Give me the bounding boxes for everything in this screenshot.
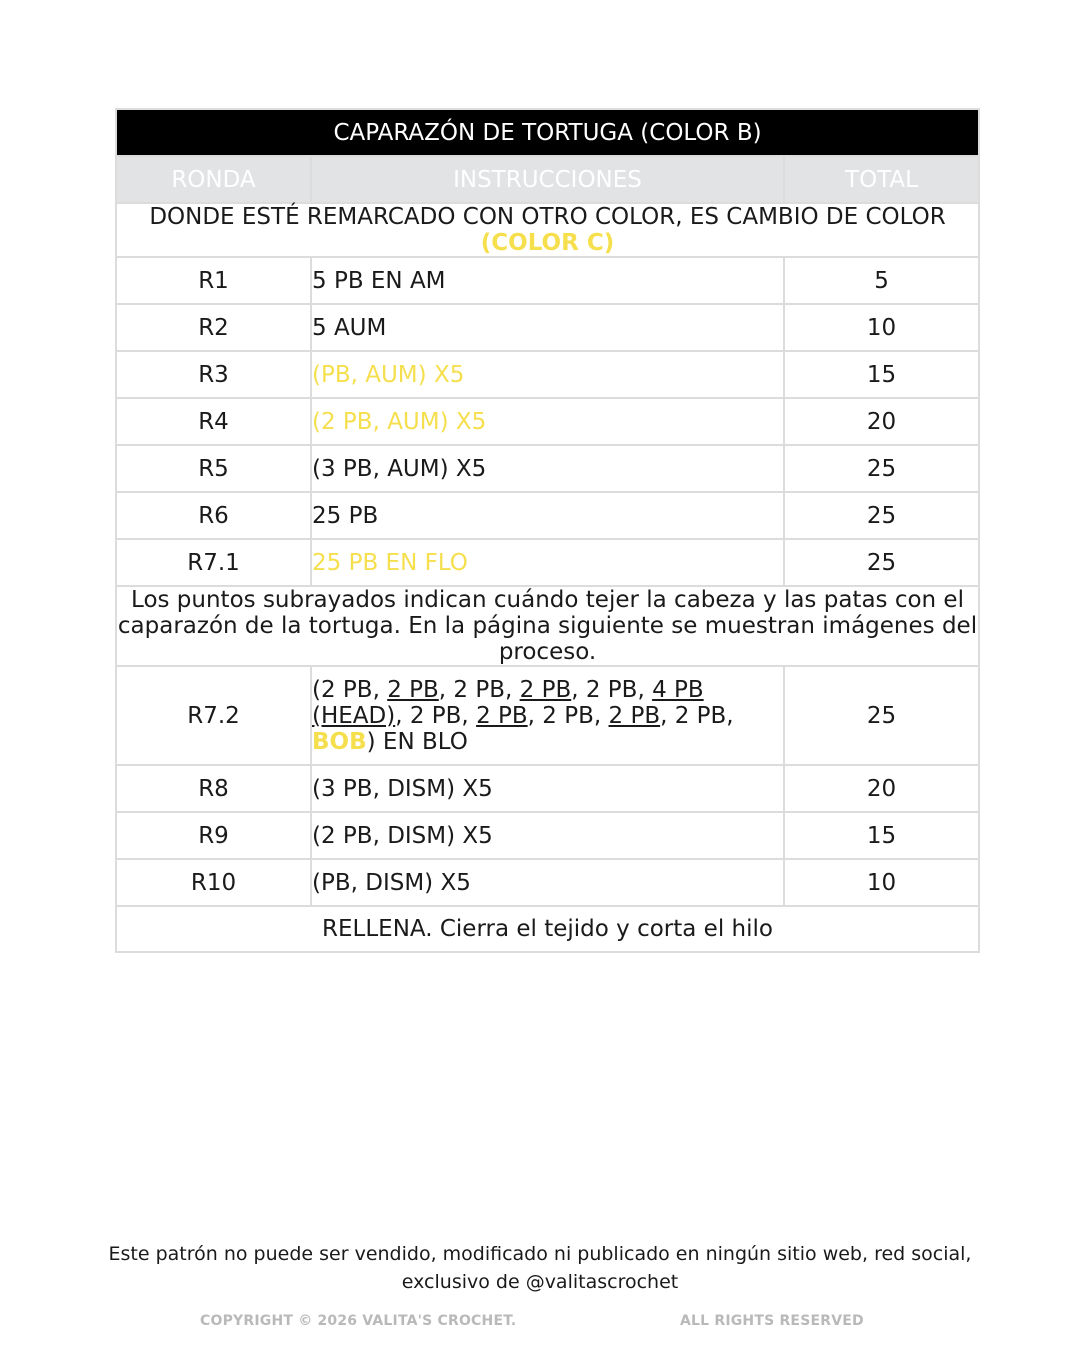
underlined-stitches: 2 PB <box>476 702 528 729</box>
instruction-cell: (2 PB, DISM) X5 <box>311 812 784 859</box>
underlined-stitches: 2 PB <box>608 702 661 729</box>
instr-part: , 2 PB, <box>660 702 734 729</box>
total-cell: 5 <box>784 257 979 304</box>
instruction-cell: 5 PB EN AM <box>311 257 784 304</box>
round-cell: R7.1 <box>116 539 311 586</box>
table-title: CAPARAZÓN DE TORTUGA (COLOR B) <box>116 109 979 156</box>
round-cell: R3 <box>116 351 311 398</box>
round-cell: R4 <box>116 398 311 445</box>
table-row <box>116 304 979 351</box>
table-row <box>116 859 979 906</box>
round-cell: R2 <box>116 304 311 351</box>
round-cell: R7.2 <box>116 666 311 765</box>
table-row <box>116 257 979 304</box>
underlined-stitches: 2 PB <box>387 676 439 703</box>
table-row <box>116 812 979 859</box>
round-cell: R5 <box>116 445 311 492</box>
copyright-text: COPYRIGHT © 2026 VALITA'S CROCHET. <box>200 1313 517 1329</box>
instruction-cell-highlighted: (2 PB, AUM) X5 <box>311 398 784 445</box>
column-header-total: TOTAL <box>784 156 979 203</box>
total-cell: 25 <box>784 666 979 765</box>
color-change-note <box>116 203 979 257</box>
disclaimer-line-1: Este patrón no puede ser vendido, modificado ni publicado en ningún sitio web, red social, <box>108 1243 972 1265</box>
rights-reserved-text: ALL RIGHTS RESERVED <box>680 1313 864 1329</box>
table-row <box>116 666 979 765</box>
instruction-cell-highlighted: (PB, AUM) X5 <box>311 351 784 398</box>
round-cell: R6 <box>116 492 311 539</box>
total-cell: 20 <box>784 765 979 812</box>
total-cell: 10 <box>784 304 979 351</box>
underline-explanation-note: Los puntos subrayados indican cuándo tejer la cabeza y las patas con el caparazón de la tortuga. En la página siguiente se muestran imágenes del proceso. <box>117 587 978 665</box>
column-header-instructions: INSTRUCCIONES <box>311 156 784 203</box>
round-cell: R1 <box>116 257 311 304</box>
total-cell: 15 <box>784 812 979 859</box>
round-cell: R10 <box>116 859 311 906</box>
finishing-note: RELLENA. Cierra el tejido y corta el hilo <box>116 906 979 952</box>
instruction-cell-highlighted: 25 PB EN FLO <box>311 539 784 586</box>
table-row <box>116 351 979 398</box>
instruction-cell <box>311 666 784 765</box>
pattern-table <box>115 108 980 953</box>
round-cell: R8 <box>116 765 311 812</box>
table-row <box>116 492 979 539</box>
table-row <box>116 765 979 812</box>
instr-part: , 2 PB, <box>527 702 609 729</box>
instr-part: , 2 PB, <box>438 676 520 703</box>
table-row <box>116 398 979 445</box>
underlined-stitches: 2 PB <box>519 676 572 703</box>
total-cell: 10 <box>784 859 979 906</box>
instr-part: (2 PB, <box>312 676 388 703</box>
highlighted-stitch: BOB <box>312 728 367 755</box>
round-cell: R9 <box>116 812 311 859</box>
instruction-cell: (PB, DISM) X5 <box>311 859 784 906</box>
disclaimer-line-2: exclusivo de @valitascrochet <box>401 1271 679 1293</box>
column-header-round: RONDA <box>116 156 311 203</box>
instr-part: ) EN BLO <box>366 728 468 755</box>
total-cell: 25 <box>784 492 979 539</box>
note-highlight: (COLOR C) <box>480 230 615 256</box>
disclaimer <box>100 1240 980 1296</box>
total-cell: 25 <box>784 539 979 586</box>
total-cell: 20 <box>784 398 979 445</box>
underlined-stitches: 4 PB (HEAD) <box>312 676 704 729</box>
table-row <box>116 445 979 492</box>
note-text: DONDE ESTÉ REMARCADO CON OTRO COLOR, ES CAMBIO DE COLOR <box>149 204 946 230</box>
instruction-cell: 5 AUM <box>311 304 784 351</box>
instr-part: , 2 PB, <box>571 676 653 703</box>
total-cell: 15 <box>784 351 979 398</box>
instruction-cell: 25 PB <box>311 492 784 539</box>
total-cell: 25 <box>784 445 979 492</box>
table-row <box>116 539 979 586</box>
instr-part: , 2 PB, <box>395 702 477 729</box>
instruction-cell: (3 PB, AUM) X5 <box>311 445 784 492</box>
instruction-cell: (3 PB, DISM) X5 <box>311 765 784 812</box>
